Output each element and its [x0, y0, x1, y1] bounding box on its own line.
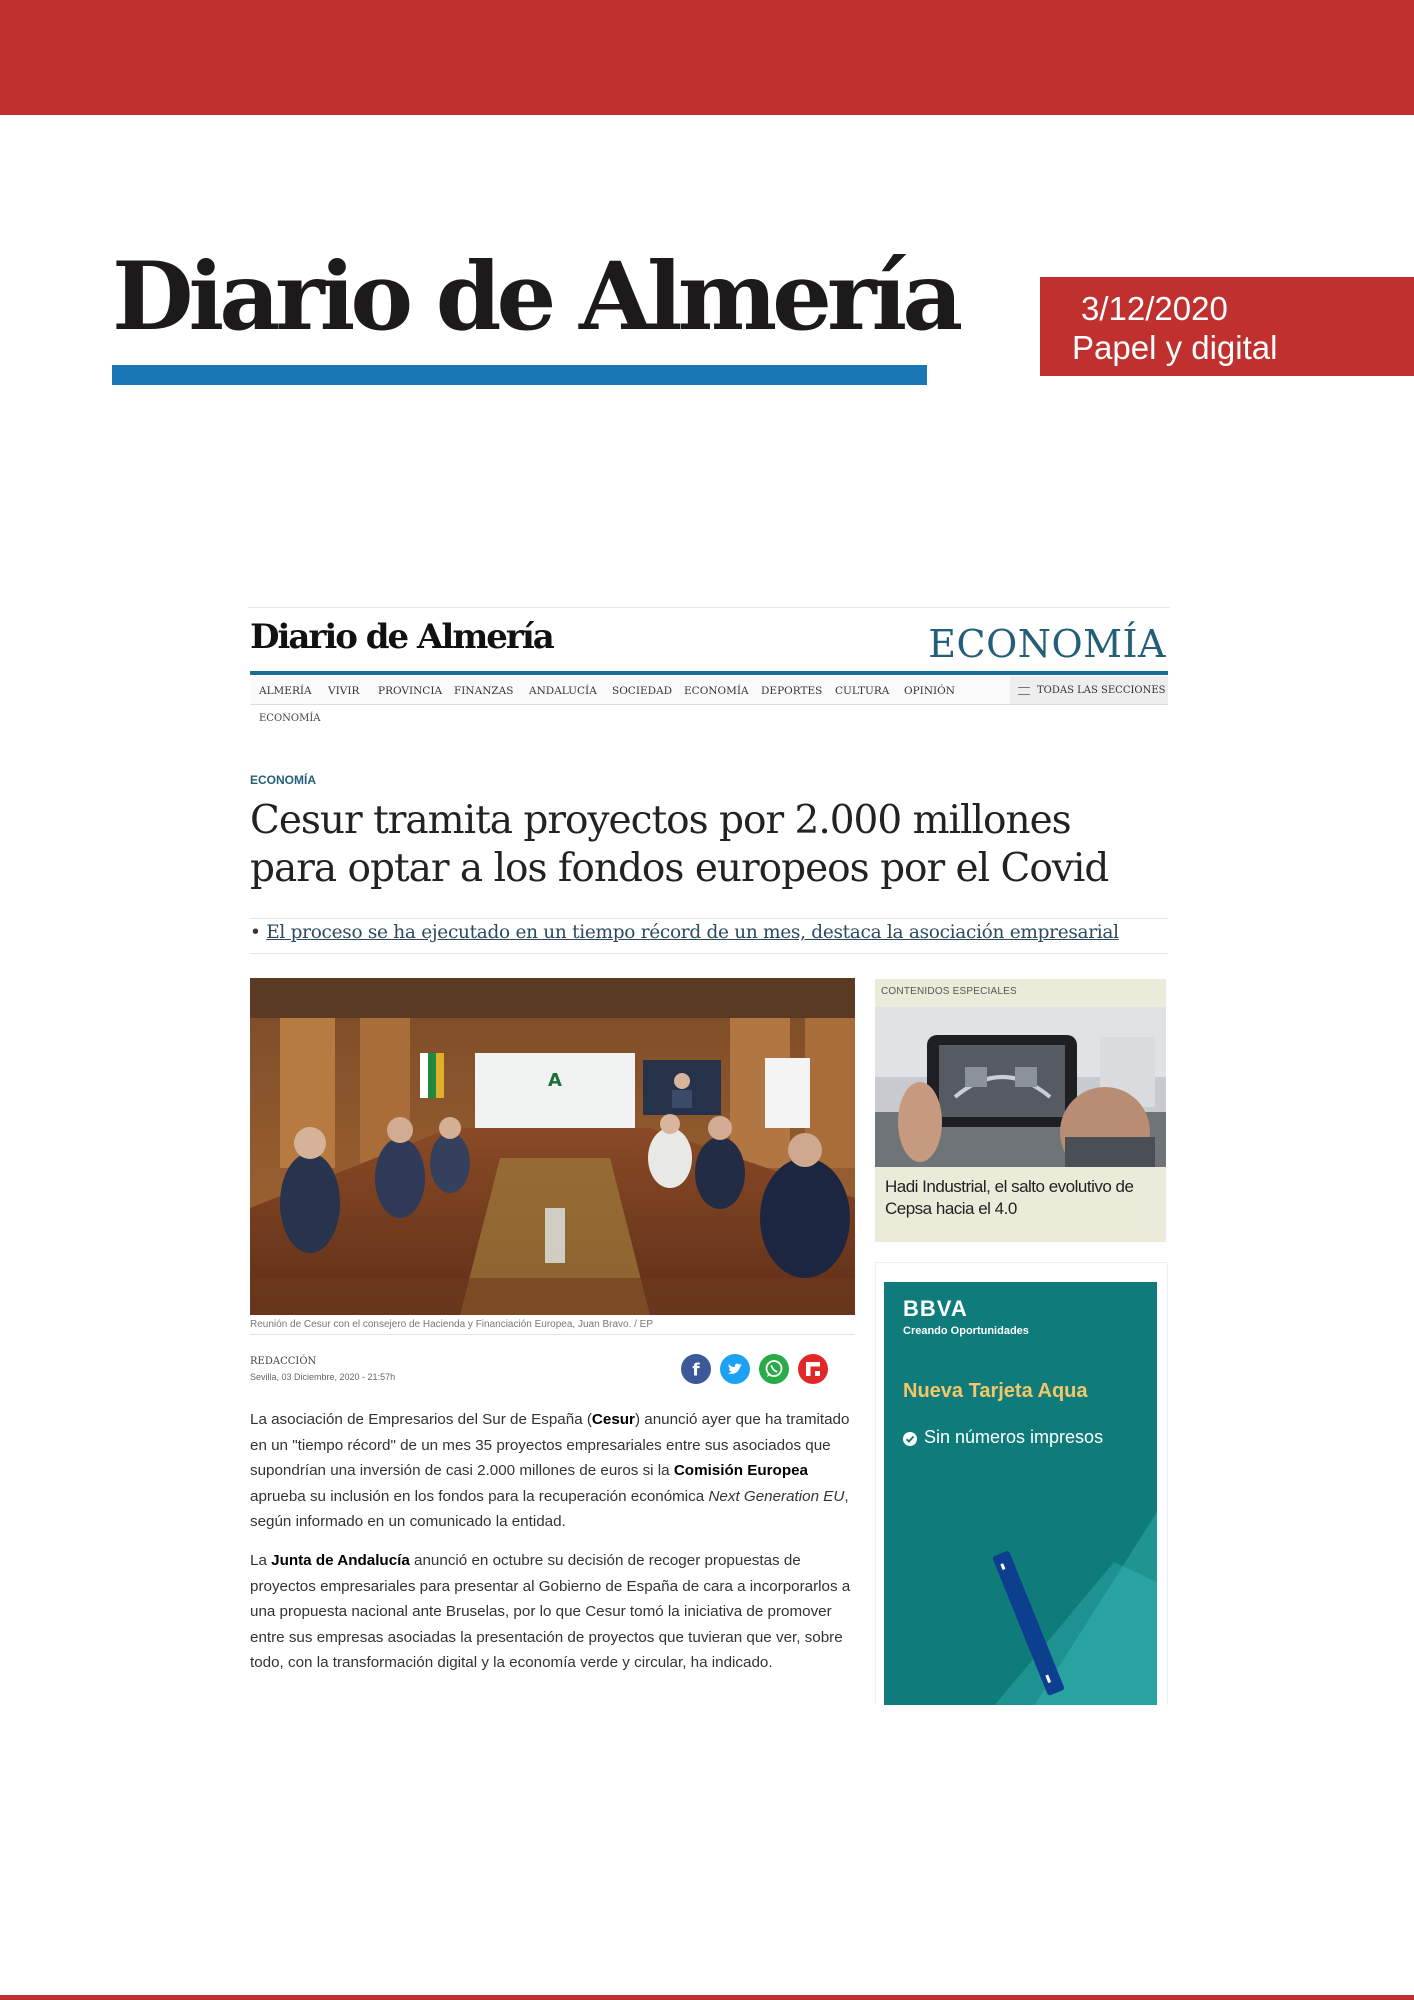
nav-item-opinion[interactable]: OPINIÓN	[904, 685, 955, 697]
all-sections-label: TODAS LAS SECCIONES	[1037, 685, 1166, 696]
section-nav	[250, 676, 1168, 705]
nav-item-economia[interactable]: ECONOMÍA	[684, 685, 749, 697]
text-run: La asociación de Empresarios del Sur de España (	[250, 1411, 592, 1428]
check-circle-icon	[903, 1432, 917, 1446]
ad-card-artwork	[884, 1282, 1157, 1705]
whatsapp-share-button[interactable]	[759, 1354, 789, 1384]
top-banner	[0, 0, 1414, 115]
logo-underline	[112, 365, 927, 385]
text-run: ) anunció ayer que ha tramitado en un "tiempo récord" de un mes 35 proyectos empresariales entre sus asociados que supondrían una inversión de casi 2.000 millones de euros si la	[250, 1411, 850, 1479]
menu-icon	[1018, 687, 1030, 695]
bold-text: Comisión Europea	[673, 1462, 809, 1479]
svg-text:f: f	[692, 1360, 700, 1381]
nav-item-sociedad[interactable]: SOCIEDAD	[612, 685, 673, 697]
site-masthead[interactable]: Diario de Almería	[250, 617, 553, 657]
article-paragraph	[250, 1407, 855, 1535]
newspaper-logo: Diario de Almería	[112, 242, 959, 352]
nav-item-almeria[interactable]: ALMERÍA	[259, 685, 312, 697]
section-title: ECONOMÍA	[928, 622, 1166, 666]
svg-text:A: A	[548, 1070, 562, 1091]
facebook-icon	[681, 1354, 711, 1384]
nav-item-provincia[interactable]: PROVINCIA	[378, 685, 443, 697]
summary-top-rule	[250, 918, 1168, 919]
promo-title[interactable]: Hadi Industrial, el salto evolutivo de Cepsa hacia el 4.0	[885, 1177, 1134, 1218]
author: REDACCIÓN	[250, 1356, 317, 1367]
promo-image	[875, 1007, 1166, 1167]
article-summary	[250, 922, 1119, 943]
article-kicker[interactable]: ECONOMÍA	[250, 773, 316, 787]
edition-label: Papel y digital	[1072, 329, 1278, 366]
all-sections-button[interactable]	[1010, 676, 1168, 704]
ad-brand: BBVA	[903, 1296, 968, 1321]
bbva-ad[interactable]	[884, 1282, 1157, 1705]
publication-date: 3/12/2020	[1081, 290, 1228, 327]
bottom-rule	[0, 1995, 1414, 2000]
bold-text: Cesur	[591, 1411, 635, 1428]
flipboard-share-button[interactable]	[798, 1354, 828, 1384]
breadcrumb[interactable]: ECONOMÍA	[259, 713, 321, 724]
nav-item-andalucia[interactable]: ANDALUCÍA	[529, 685, 597, 697]
facebook-share-button[interactable]	[681, 1354, 711, 1384]
flipboard-icon	[798, 1354, 828, 1384]
bold-text: Junta de Andalucía	[271, 1552, 410, 1569]
date-box	[1040, 277, 1414, 376]
text-run: , según informado en un comunicado la entidad.	[250, 1487, 849, 1530]
special-content-card[interactable]	[875, 979, 1166, 1242]
text-run: La	[250, 1552, 272, 1569]
bullet: •	[250, 922, 261, 943]
article-photo[interactable]	[250, 978, 855, 1315]
twitter-share-button[interactable]	[720, 1354, 750, 1384]
twitter-icon	[720, 1354, 750, 1384]
summary-bottom-rule	[250, 953, 1168, 954]
masthead-rule	[250, 671, 1168, 675]
photo-caption: Reunión de Cesur con el consejero de Hacienda y Financiación Europea, Juan Bravo. / EP	[250, 1319, 654, 1330]
summary-link[interactable]: El proceso se ha ejecutado en un tiempo récord de un mes, destaca la asociación empresarial	[266, 922, 1119, 943]
advertisement[interactable]	[875, 1262, 1168, 1705]
meeting-room-photo	[250, 978, 855, 1315]
article-headline: Cesur tramita proyectos por 2.000 millones para optar a los fondos europeos por el Covid	[250, 798, 1109, 891]
promo-label: CONTENIDOS ESPECIALES	[881, 986, 1017, 997]
caption-rule	[250, 1334, 855, 1335]
ad-tagline: Creando Oportunidades	[903, 1325, 1029, 1337]
nav-item-finanzas[interactable]: FINANZAS	[454, 685, 514, 697]
ad-headline: Nueva Tarjeta Aqua	[903, 1380, 1088, 1402]
clip-border	[248, 607, 1170, 608]
text-run: anunció en octubre su decisión de recoger propuestas de proyectos empresariales para presentar al Gobierno de España de cara a incorporarlos a una propuesta nacional ante Bruselas, por lo que Cesur tomó la iniciativa de promover entre sus empresas asociadas la presentación de proyectos que tuvieran que ver, sobre todo, con la transformación digital y la economía verde y circular, ha indicado.	[250, 1552, 851, 1671]
article-paragraph	[250, 1548, 855, 1676]
dateline: Sevilla, 03 Diciembre, 2020 - 21:57h	[250, 1372, 396, 1382]
ad-feature: Sin números impresos	[924, 1427, 1104, 1447]
whatsapp-icon	[759, 1354, 789, 1384]
article-clipping	[240, 607, 1178, 1705]
nav-item-vivir[interactable]: VIVIR	[328, 685, 360, 697]
text-run: aprueba su inclusión en los fondos para la recuperación económica	[250, 1487, 709, 1505]
italic-text: Next Generation EU	[708, 1487, 845, 1505]
nav-item-cultura[interactable]: CULTURA	[835, 685, 890, 697]
tablet-photo	[875, 1007, 1166, 1167]
nav-item-deportes[interactable]: DEPORTES	[761, 685, 823, 697]
